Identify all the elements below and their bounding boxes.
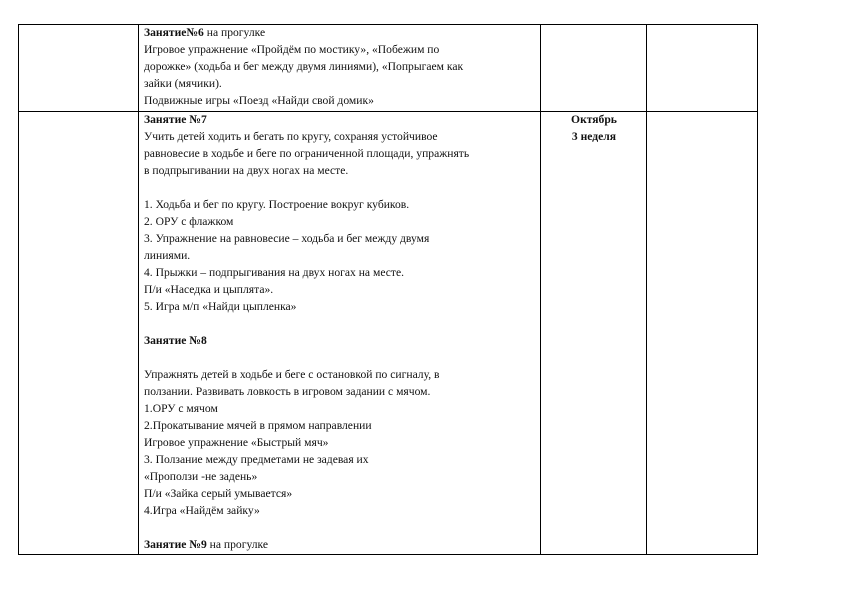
text-line: 4.Игра «Найдём зайку» [144, 504, 260, 517]
text-line: линиями. [144, 249, 191, 262]
lesson-6-location: на прогулке [203, 26, 266, 39]
text-line: 3. Упражнение на равновесие – ходьба и бег между двумя [144, 232, 430, 245]
column-border [646, 24, 647, 554]
lesson-7-heading: Занятие №7 [144, 113, 207, 126]
text-line: П/и «Наседка и цыплята». [144, 283, 274, 296]
text-line: равновесие в ходьбе и беге по ограниченной площади, упражнять [144, 147, 470, 160]
column-border [540, 24, 541, 554]
text-line: 5. Игра м/п «Найди цыпленка» [144, 300, 297, 313]
week-label: 3 неделя [571, 130, 617, 143]
blank-line [144, 179, 534, 196]
text-line: «Проползи -не задень» [144, 470, 258, 483]
row1-activity-cell [144, 24, 534, 109]
blank-line [144, 519, 534, 536]
text-line: в подпрыгивании на двух ногах на месте. [144, 164, 349, 177]
text-line: Игровое упражнение «Быстрый мяч» [144, 436, 329, 449]
row2-date-cell [542, 111, 646, 145]
text-line: П/и «Зайка серый умывается» [144, 487, 293, 500]
lesson-6-title: Занятие№6 [144, 26, 204, 39]
text-line: 2. ОРУ с флажком [144, 215, 234, 228]
text-line: зайки (мячики). [144, 77, 222, 90]
text-line: Подвижные игры «Поезд «Найди свой домик» [144, 94, 374, 107]
text-line: 1. Ходьба и бег по кругу. Построение вокруг кубиков. [144, 198, 410, 211]
text-line: 3. Ползание между предметами не задевая их [144, 453, 369, 466]
lesson-9-title: Занятие №9 [144, 538, 207, 551]
row2-activity-cell [144, 111, 534, 553]
blank-line [144, 315, 534, 332]
lesson-8-heading: Занятие №8 [144, 334, 207, 347]
text-line: 2.Прокатывание мячей в прямом направлении [144, 419, 372, 432]
text-line: Упражнять детей в ходьбе и беге с остановкой по сигналу, в [144, 368, 440, 381]
column-border [18, 24, 19, 554]
lesson-9-location: на прогулке [206, 538, 269, 551]
text-line: 1.ОРУ с мячом [144, 402, 218, 415]
text-line: Игровое упражнение «Пройдём по мостику», «Побежим по [144, 43, 440, 56]
column-border [757, 24, 758, 554]
month-label: Октябрь [571, 113, 617, 126]
text-line: 4. Прыжки – подпрыгивания на двух ногах на месте. [144, 266, 405, 279]
text-line: ползании. Развивать ловкость в игровом задании с мячом. [144, 385, 431, 398]
text-line: Учить детей ходить и бегать по кругу, сохраняя устойчивое [144, 130, 438, 143]
column-border [138, 24, 139, 554]
table-border-bottom [18, 554, 758, 555]
lesson-6-heading [144, 24, 534, 41]
text-line: дорожке» (ходьба и бег между двумя линиями), «Попрыгаем как [144, 60, 464, 73]
blank-line [144, 349, 534, 366]
lesson-9-heading [144, 536, 534, 553]
